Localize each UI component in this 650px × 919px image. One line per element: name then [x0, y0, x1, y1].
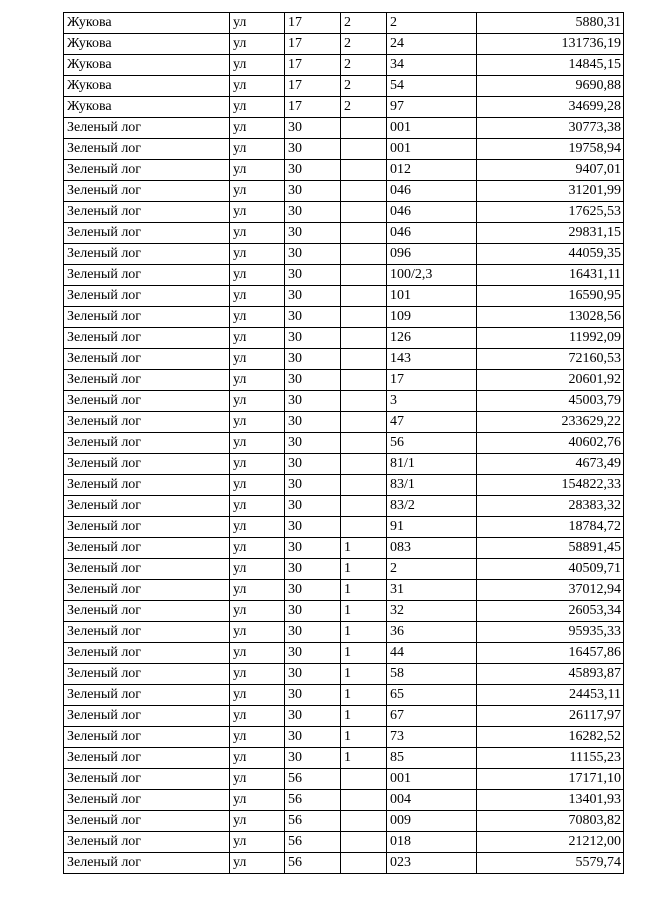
building-cell: 1 — [341, 727, 387, 748]
street-name-cell: Зеленый лог — [64, 244, 230, 265]
street-type-cell: ул — [230, 769, 285, 790]
table-row — [64, 748, 624, 769]
street-type-cell: ул — [230, 622, 285, 643]
street-type-cell: ул — [230, 265, 285, 286]
street-name-cell: Жукова — [64, 55, 230, 76]
table-row — [64, 244, 624, 265]
apartment-cell: 34 — [387, 55, 477, 76]
table-row — [64, 97, 624, 118]
street-name-cell: Зеленый лог — [64, 664, 230, 685]
house-number-cell: 30 — [285, 202, 341, 223]
street-type-cell: ул — [230, 643, 285, 664]
street-type-cell: ул — [230, 160, 285, 181]
amount-cell: 24453,11 — [477, 685, 624, 706]
table-row — [64, 601, 624, 622]
table-row — [64, 706, 624, 727]
table-row — [64, 202, 624, 223]
street-name-cell: Жукова — [64, 76, 230, 97]
amount-cell: 4673,49 — [477, 454, 624, 475]
apartment-cell: 65 — [387, 685, 477, 706]
building-cell — [341, 328, 387, 349]
street-name-cell: Зеленый лог — [64, 433, 230, 454]
table-row — [64, 349, 624, 370]
building-cell: 1 — [341, 559, 387, 580]
street-name-cell: Зеленый лог — [64, 412, 230, 433]
house-number-cell: 30 — [285, 307, 341, 328]
apartment-cell: 109 — [387, 307, 477, 328]
street-type-cell: ул — [230, 118, 285, 139]
apartment-cell: 36 — [387, 622, 477, 643]
house-number-cell: 56 — [285, 832, 341, 853]
amount-cell: 58891,45 — [477, 538, 624, 559]
street-type-cell: ул — [230, 433, 285, 454]
street-name-cell: Зеленый лог — [64, 559, 230, 580]
house-number-cell: 17 — [285, 34, 341, 55]
house-number-cell: 30 — [285, 181, 341, 202]
house-number-cell: 17 — [285, 55, 341, 76]
street-type-cell: ул — [230, 328, 285, 349]
apartment-cell: 046 — [387, 202, 477, 223]
street-name-cell: Зеленый лог — [64, 328, 230, 349]
building-cell: 1 — [341, 538, 387, 559]
street-name-cell: Зеленый лог — [64, 580, 230, 601]
street-type-cell: ул — [230, 790, 285, 811]
building-cell — [341, 349, 387, 370]
amount-cell: 34699,28 — [477, 97, 624, 118]
street-type-cell: ул — [230, 496, 285, 517]
apartment-cell: 44 — [387, 643, 477, 664]
street-name-cell: Зеленый лог — [64, 391, 230, 412]
house-number-cell: 30 — [285, 223, 341, 244]
apartment-cell: 126 — [387, 328, 477, 349]
apartment-cell: 143 — [387, 349, 477, 370]
apartment-cell: 31 — [387, 580, 477, 601]
street-name-cell: Зеленый лог — [64, 811, 230, 832]
amount-cell: 9407,01 — [477, 160, 624, 181]
apartment-cell: 67 — [387, 706, 477, 727]
table-row — [64, 412, 624, 433]
amount-cell: 233629,22 — [477, 412, 624, 433]
table-body — [64, 13, 624, 874]
amount-cell: 29831,15 — [477, 223, 624, 244]
amount-cell: 31201,99 — [477, 181, 624, 202]
apartment-cell: 24 — [387, 34, 477, 55]
street-name-cell: Зеленый лог — [64, 517, 230, 538]
table-row — [64, 727, 624, 748]
building-cell — [341, 286, 387, 307]
amount-cell: 16457,86 — [477, 643, 624, 664]
house-number-cell: 30 — [285, 706, 341, 727]
table-row — [64, 391, 624, 412]
table-row — [64, 307, 624, 328]
table-row — [64, 517, 624, 538]
house-number-cell: 30 — [285, 601, 341, 622]
building-cell — [341, 181, 387, 202]
table-row — [64, 454, 624, 475]
table-row — [64, 832, 624, 853]
street-name-cell: Зеленый лог — [64, 643, 230, 664]
table-row — [64, 139, 624, 160]
table-row — [64, 223, 624, 244]
table-row — [64, 181, 624, 202]
building-cell — [341, 391, 387, 412]
street-name-cell: Зеленый лог — [64, 853, 230, 874]
house-number-cell: 17 — [285, 97, 341, 118]
house-number-cell: 17 — [285, 76, 341, 97]
building-cell — [341, 370, 387, 391]
street-name-cell: Зеленый лог — [64, 538, 230, 559]
table-row — [64, 622, 624, 643]
street-name-cell: Зеленый лог — [64, 727, 230, 748]
house-number-cell: 30 — [285, 244, 341, 265]
street-type-cell: ул — [230, 55, 285, 76]
house-number-cell: 30 — [285, 664, 341, 685]
apartment-cell: 54 — [387, 76, 477, 97]
street-name-cell: Зеленый лог — [64, 181, 230, 202]
table-row — [64, 496, 624, 517]
table-row — [64, 286, 624, 307]
apartment-cell: 47 — [387, 412, 477, 433]
building-cell: 1 — [341, 748, 387, 769]
street-type-cell: ул — [230, 13, 285, 34]
house-number-cell: 56 — [285, 790, 341, 811]
street-name-cell: Зеленый лог — [64, 370, 230, 391]
street-type-cell: ул — [230, 286, 285, 307]
building-cell — [341, 412, 387, 433]
table-row — [64, 643, 624, 664]
house-number-cell: 30 — [285, 349, 341, 370]
building-cell — [341, 454, 387, 475]
table-row — [64, 811, 624, 832]
building-cell — [341, 475, 387, 496]
building-cell — [341, 496, 387, 517]
amount-cell: 18784,72 — [477, 517, 624, 538]
apartment-cell: 004 — [387, 790, 477, 811]
house-number-cell: 30 — [285, 622, 341, 643]
street-type-cell: ул — [230, 97, 285, 118]
street-type-cell: ул — [230, 244, 285, 265]
building-cell: 1 — [341, 643, 387, 664]
street-type-cell: ул — [230, 202, 285, 223]
amount-cell: 45893,87 — [477, 664, 624, 685]
table-row — [64, 853, 624, 874]
house-number-cell: 17 — [285, 13, 341, 34]
street-name-cell: Зеленый лог — [64, 622, 230, 643]
table-row — [64, 34, 624, 55]
amount-cell: 16431,11 — [477, 265, 624, 286]
house-number-cell: 30 — [285, 496, 341, 517]
amount-cell: 40602,76 — [477, 433, 624, 454]
house-number-cell: 30 — [285, 643, 341, 664]
building-cell — [341, 118, 387, 139]
table-row — [64, 76, 624, 97]
apartment-cell: 3 — [387, 391, 477, 412]
amount-cell: 131736,19 — [477, 34, 624, 55]
amount-cell: 17171,10 — [477, 769, 624, 790]
apartment-cell: 81/1 — [387, 454, 477, 475]
table-row — [64, 370, 624, 391]
house-number-cell: 30 — [285, 433, 341, 454]
apartment-cell: 2 — [387, 13, 477, 34]
apartment-cell: 009 — [387, 811, 477, 832]
house-number-cell: 30 — [285, 748, 341, 769]
house-number-cell: 56 — [285, 811, 341, 832]
building-cell — [341, 853, 387, 874]
street-type-cell: ул — [230, 601, 285, 622]
street-type-cell: ул — [230, 34, 285, 55]
house-number-cell: 30 — [285, 559, 341, 580]
amount-cell: 11992,09 — [477, 328, 624, 349]
street-name-cell: Зеленый лог — [64, 349, 230, 370]
house-number-cell: 30 — [285, 370, 341, 391]
apartment-cell: 012 — [387, 160, 477, 181]
street-type-cell: ул — [230, 706, 285, 727]
street-name-cell: Зеленый лог — [64, 832, 230, 853]
building-cell — [341, 517, 387, 538]
data-table — [63, 12, 624, 874]
amount-cell: 45003,79 — [477, 391, 624, 412]
table-row — [64, 160, 624, 181]
street-type-cell: ул — [230, 832, 285, 853]
building-cell — [341, 769, 387, 790]
amount-cell: 13028,56 — [477, 307, 624, 328]
building-cell — [341, 160, 387, 181]
building-cell — [341, 244, 387, 265]
street-type-cell: ул — [230, 727, 285, 748]
amount-cell: 154822,33 — [477, 475, 624, 496]
street-type-cell: ул — [230, 454, 285, 475]
house-number-cell: 30 — [285, 727, 341, 748]
street-name-cell: Зеленый лог — [64, 748, 230, 769]
amount-cell: 21212,00 — [477, 832, 624, 853]
table-row — [64, 769, 624, 790]
street-name-cell: Зеленый лог — [64, 223, 230, 244]
table-row — [64, 55, 624, 76]
street-name-cell: Зеленый лог — [64, 454, 230, 475]
street-type-cell: ул — [230, 307, 285, 328]
street-type-cell: ул — [230, 139, 285, 160]
building-cell — [341, 790, 387, 811]
street-type-cell: ул — [230, 76, 285, 97]
amount-cell: 30773,38 — [477, 118, 624, 139]
amount-cell: 19758,94 — [477, 139, 624, 160]
amount-cell: 70803,82 — [477, 811, 624, 832]
building-cell — [341, 811, 387, 832]
street-name-cell: Зеленый лог — [64, 475, 230, 496]
amount-cell: 9690,88 — [477, 76, 624, 97]
street-type-cell: ул — [230, 853, 285, 874]
street-name-cell: Зеленый лог — [64, 118, 230, 139]
table-row — [64, 580, 624, 601]
street-type-cell: ул — [230, 559, 285, 580]
apartment-cell: 91 — [387, 517, 477, 538]
table-row — [64, 790, 624, 811]
table-row — [64, 433, 624, 454]
house-number-cell: 30 — [285, 475, 341, 496]
street-name-cell: Зеленый лог — [64, 202, 230, 223]
table-row — [64, 538, 624, 559]
street-name-cell: Жукова — [64, 13, 230, 34]
apartment-cell: 83/2 — [387, 496, 477, 517]
street-type-cell: ул — [230, 349, 285, 370]
amount-cell: 26117,97 — [477, 706, 624, 727]
apartment-cell: 083 — [387, 538, 477, 559]
apartment-cell: 100/2,3 — [387, 265, 477, 286]
amount-cell: 26053,34 — [477, 601, 624, 622]
house-number-cell: 30 — [285, 391, 341, 412]
street-name-cell: Зеленый лог — [64, 307, 230, 328]
street-type-cell: ул — [230, 370, 285, 391]
apartment-cell: 001 — [387, 139, 477, 160]
street-type-cell: ул — [230, 475, 285, 496]
house-number-cell: 30 — [285, 517, 341, 538]
amount-cell: 28383,32 — [477, 496, 624, 517]
table-row — [64, 118, 624, 139]
building-cell — [341, 265, 387, 286]
amount-cell: 20601,92 — [477, 370, 624, 391]
apartment-cell: 096 — [387, 244, 477, 265]
table-row — [64, 664, 624, 685]
table-row — [64, 475, 624, 496]
building-cell: 2 — [341, 76, 387, 97]
house-number-cell: 30 — [285, 118, 341, 139]
house-number-cell: 30 — [285, 286, 341, 307]
building-cell — [341, 307, 387, 328]
street-type-cell: ул — [230, 223, 285, 244]
street-name-cell: Зеленый лог — [64, 601, 230, 622]
building-cell: 1 — [341, 685, 387, 706]
amount-cell: 16590,95 — [477, 286, 624, 307]
amount-cell: 5579,74 — [477, 853, 624, 874]
house-number-cell: 30 — [285, 265, 341, 286]
building-cell: 2 — [341, 55, 387, 76]
building-cell — [341, 223, 387, 244]
house-number-cell: 30 — [285, 160, 341, 181]
amount-cell: 95935,33 — [477, 622, 624, 643]
amount-cell: 14845,15 — [477, 55, 624, 76]
building-cell — [341, 139, 387, 160]
street-name-cell: Зеленый лог — [64, 496, 230, 517]
apartment-cell: 97 — [387, 97, 477, 118]
amount-cell: 37012,94 — [477, 580, 624, 601]
apartment-cell: 046 — [387, 223, 477, 244]
street-type-cell: ул — [230, 811, 285, 832]
building-cell: 2 — [341, 97, 387, 118]
building-cell — [341, 202, 387, 223]
street-name-cell: Зеленый лог — [64, 706, 230, 727]
amount-cell: 13401,93 — [477, 790, 624, 811]
apartment-cell: 018 — [387, 832, 477, 853]
house-number-cell: 30 — [285, 454, 341, 475]
building-cell: 1 — [341, 622, 387, 643]
house-number-cell: 56 — [285, 769, 341, 790]
street-type-cell: ул — [230, 580, 285, 601]
street-name-cell: Зеленый лог — [64, 160, 230, 181]
apartment-cell: 58 — [387, 664, 477, 685]
building-cell: 1 — [341, 580, 387, 601]
amount-cell: 44059,35 — [477, 244, 624, 265]
amount-cell: 11155,23 — [477, 748, 624, 769]
street-name-cell: Жукова — [64, 97, 230, 118]
amount-cell: 72160,53 — [477, 349, 624, 370]
building-cell: 1 — [341, 601, 387, 622]
apartment-cell: 56 — [387, 433, 477, 454]
street-type-cell: ул — [230, 412, 285, 433]
house-number-cell: 30 — [285, 538, 341, 559]
apartment-cell: 101 — [387, 286, 477, 307]
street-name-cell: Зеленый лог — [64, 769, 230, 790]
street-type-cell: ул — [230, 685, 285, 706]
street-name-cell: Зеленый лог — [64, 139, 230, 160]
apartment-cell: 32 — [387, 601, 477, 622]
apartment-cell: 83/1 — [387, 475, 477, 496]
street-type-cell: ул — [230, 517, 285, 538]
building-cell: 1 — [341, 664, 387, 685]
street-name-cell: Зеленый лог — [64, 790, 230, 811]
building-cell: 2 — [341, 13, 387, 34]
building-cell: 1 — [341, 706, 387, 727]
apartment-cell: 046 — [387, 181, 477, 202]
street-type-cell: ул — [230, 664, 285, 685]
apartment-cell: 17 — [387, 370, 477, 391]
apartment-cell: 023 — [387, 853, 477, 874]
street-type-cell: ул — [230, 391, 285, 412]
building-cell — [341, 832, 387, 853]
apartment-cell: 85 — [387, 748, 477, 769]
amount-cell: 16282,52 — [477, 727, 624, 748]
building-cell — [341, 433, 387, 454]
apartment-cell: 2 — [387, 559, 477, 580]
table-row — [64, 265, 624, 286]
street-type-cell: ул — [230, 748, 285, 769]
street-type-cell: ул — [230, 181, 285, 202]
street-name-cell: Жукова — [64, 34, 230, 55]
table-row — [64, 685, 624, 706]
amount-cell: 40509,71 — [477, 559, 624, 580]
house-number-cell: 56 — [285, 853, 341, 874]
amount-cell: 5880,31 — [477, 13, 624, 34]
building-cell: 2 — [341, 34, 387, 55]
street-name-cell: Зеленый лог — [64, 685, 230, 706]
street-name-cell: Зеленый лог — [64, 286, 230, 307]
apartment-cell: 001 — [387, 118, 477, 139]
street-name-cell: Зеленый лог — [64, 265, 230, 286]
apartment-cell: 73 — [387, 727, 477, 748]
table-row — [64, 13, 624, 34]
street-type-cell: ул — [230, 538, 285, 559]
house-number-cell: 30 — [285, 580, 341, 601]
table-row — [64, 559, 624, 580]
house-number-cell: 30 — [285, 328, 341, 349]
table-row — [64, 328, 624, 349]
house-number-cell: 30 — [285, 139, 341, 160]
house-number-cell: 30 — [285, 412, 341, 433]
apartment-cell: 001 — [387, 769, 477, 790]
amount-cell: 17625,53 — [477, 202, 624, 223]
house-number-cell: 30 — [285, 685, 341, 706]
